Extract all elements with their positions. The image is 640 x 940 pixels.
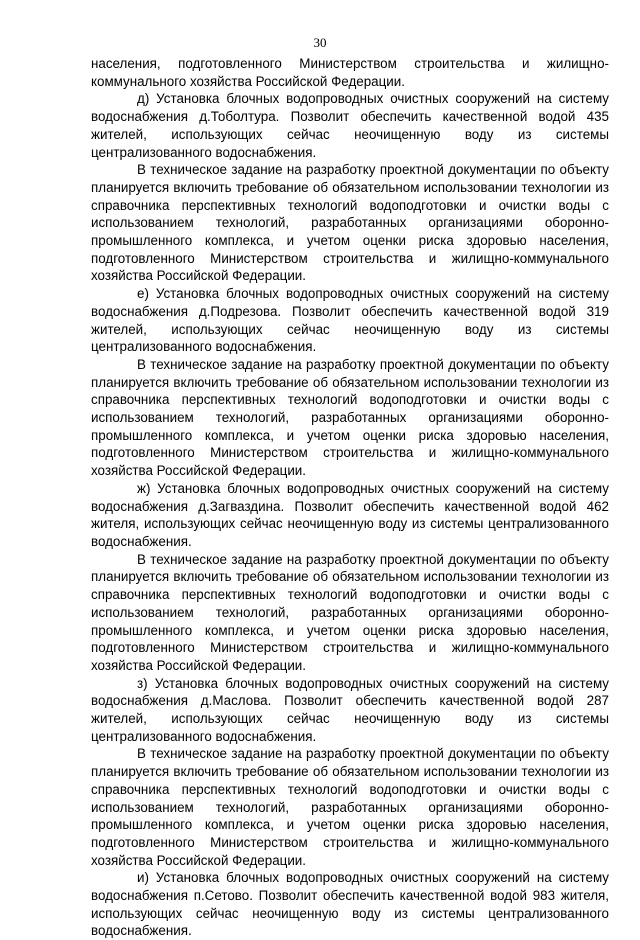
paragraph-technical-requirement: В техническое задание на разработку проектной документации по объекту планируется включить требование об обязательном использовании технологии из справочника перспективных технологий водоподготовки и очистки воды с использованием технологий, разработанных организациями оборонно-промышленного комплекса, и учетом оценки риска здоровью населения, подготовленного Министерством строительства и жилищно-коммунального хозяйства Российской Федерации. — [91, 746, 609, 868]
list-item-i: и) Установка блочных водопроводных очистных сооружений на систему водоснабжения п.Сетово. Позволит обеспечить качественной водой 983 жителя, использующих сейчас неочищенную воду из системы централизованного водоснабжения. — [91, 870, 609, 939]
paragraph-technical-requirement: В техническое задание на разработку проектной документации по объекту планируется включить требование об обязательном использовании технологии из справочника перспективных технологий водоподготовки и очистки воды с использованием технологий, разработанных организациями оборонно-промышленного комплекса, и учетом оценки риска здоровью населения, подготовленного Министерством строительства и жилищно-коммунального хозяйства Российской Федерации. — [91, 356, 609, 479]
paragraph-technical-requirement: В техническое задание на разработку проектной документации по объекту планируется включить требование об обязательном использовании технологии из справочника перспективных технологий водоподготовки и очистки воды с использованием технологий, разработанных организациями оборонно-промышленного комплекса, и учетом оценки риска здоровью населения, подготовленного Министерством строительства и жилищно-коммунального хозяйства Российской Федерации. — [91, 162, 609, 284]
paragraph-continuation: населения, подготовленного Министерством строительства и жилищно-коммунального хозяйства Российской Федерации. — [91, 56, 609, 89]
document-body — [91, 55, 609, 940]
paragraph-technical-requirement: В техническое задание на разработку проектной документации по объекту планируется включить требование об обязательном использовании технологии из справочника перспективных технологий водоподготовки и очистки воды с использованием технологий, разработанных организациями оборонно-промышленного комплекса, и учетом оценки риска здоровью населения, подготовленного Министерством строительства и жилищно-коммунального хозяйства Российской Федерации. — [91, 551, 609, 673]
page-number: 30 — [313, 35, 327, 50]
list-item-zh: ж) Установка блочных водопроводных очистных сооружений на систему водоснабжения д.Загваздина. Позволит обеспечить качественной водой 462 жителя, использующих сейчас неочищенную воду из системы централизованного водоснабжения. — [91, 480, 609, 549]
list-item-d: д) Установка блочных водопроводных очистных сооружений на систему водоснабжения д.Тоболтура. Позволит обеспечить качественной водой 435 жителей, использующих сейчас неочищенную воду из системы централизованного водоснабжения. — [91, 91, 609, 160]
list-item-z: з) Установка блочных водопроводных очистных сооружений на систему водоснабжения д.Маслова. Позволит обеспечить качественной водой 287 жителей, использующих сейчас неочищенную воду из системы централизованного водоснабжения. — [91, 675, 609, 744]
list-item-e: е) Установка блочных водопроводных очистных сооружений на систему водоснабжения д.Подрезова. Позволит обеспечить качественной водой 319 жителей, использующих сейчас неочищенную воду из системы централизованного водоснабжения. — [91, 286, 609, 355]
